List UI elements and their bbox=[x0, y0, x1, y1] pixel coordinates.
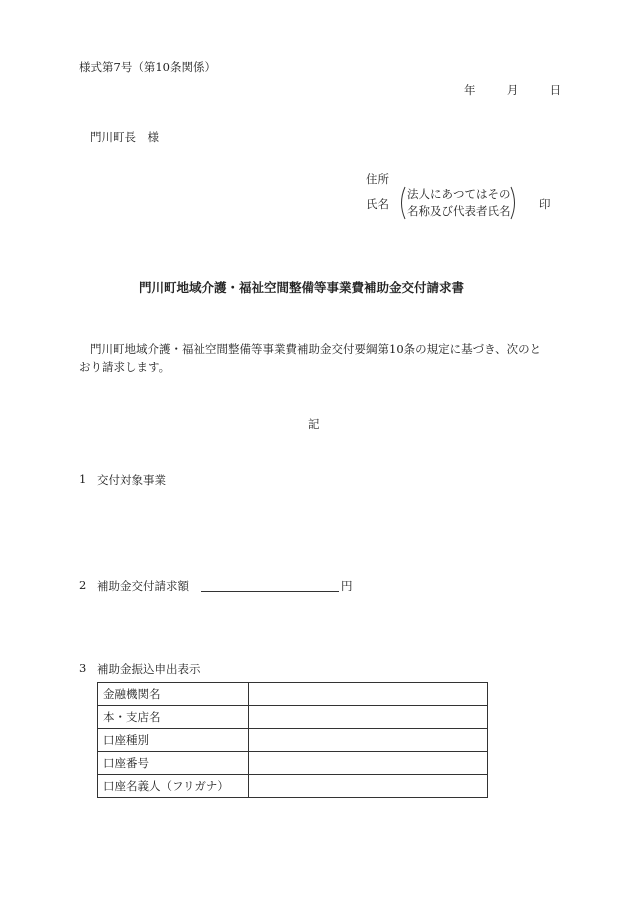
ki-heading: 記 bbox=[308, 417, 320, 431]
addressee: 門川町長 様 bbox=[90, 130, 159, 144]
bank-name-value[interactable] bbox=[249, 683, 488, 706]
date-month: 月 bbox=[506, 83, 519, 97]
body-line-1: 門川町地域介護・福祉空間整備等事業費補助金交付要綱第10条の規定に基づき、次のと bbox=[90, 342, 542, 356]
section-3-number: 3 bbox=[79, 661, 87, 675]
table-row bbox=[98, 683, 488, 706]
table-row bbox=[98, 752, 488, 775]
note-line-1: 法人にあつてはその bbox=[407, 187, 511, 201]
table-row bbox=[98, 729, 488, 752]
account-type-label: 口座種別 bbox=[98, 729, 249, 752]
account-number-label: 口座番号 bbox=[98, 752, 249, 775]
table-row bbox=[98, 775, 488, 798]
bank-table bbox=[97, 682, 488, 798]
amount-field[interactable] bbox=[201, 590, 339, 592]
date-year: 年 bbox=[464, 83, 476, 97]
bank-name-label: 金融機関名 bbox=[98, 683, 249, 706]
form-number: 様式第7号（第10条関係） bbox=[79, 60, 216, 74]
section-1-label: 交付対象事業 bbox=[97, 473, 166, 487]
account-holder-label: 口座名義人（フリガナ） bbox=[98, 775, 249, 798]
applicant-note bbox=[397, 185, 519, 221]
section-2-label: 補助金交付請求額 bbox=[97, 579, 189, 593]
account-type-value[interactable] bbox=[249, 729, 488, 752]
section-1-number: 1 bbox=[79, 472, 87, 486]
seal-mark: 印 bbox=[539, 197, 551, 211]
branch-name-value[interactable] bbox=[249, 706, 488, 729]
body-line-2: おり請求します。 bbox=[79, 360, 171, 374]
account-holder-value[interactable] bbox=[249, 775, 488, 798]
note-line-2: 名称及び代表者氏名 bbox=[407, 204, 511, 218]
branch-name-label: 本・支店名 bbox=[98, 706, 249, 729]
date-day: 日 bbox=[549, 83, 562, 97]
date-line bbox=[464, 82, 561, 98]
section-3-label: 補助金振込申出表示 bbox=[97, 662, 201, 676]
document-title: 門川町地域介護・福祉空間整備等事業費補助金交付請求書 bbox=[139, 280, 465, 295]
account-number-value[interactable] bbox=[249, 752, 488, 775]
address-label: 住所 bbox=[366, 172, 389, 186]
name-label: 氏名 bbox=[366, 197, 389, 211]
section-2-number: 2 bbox=[79, 578, 87, 592]
amount-unit: 円 bbox=[341, 579, 353, 593]
table-row bbox=[98, 706, 488, 729]
